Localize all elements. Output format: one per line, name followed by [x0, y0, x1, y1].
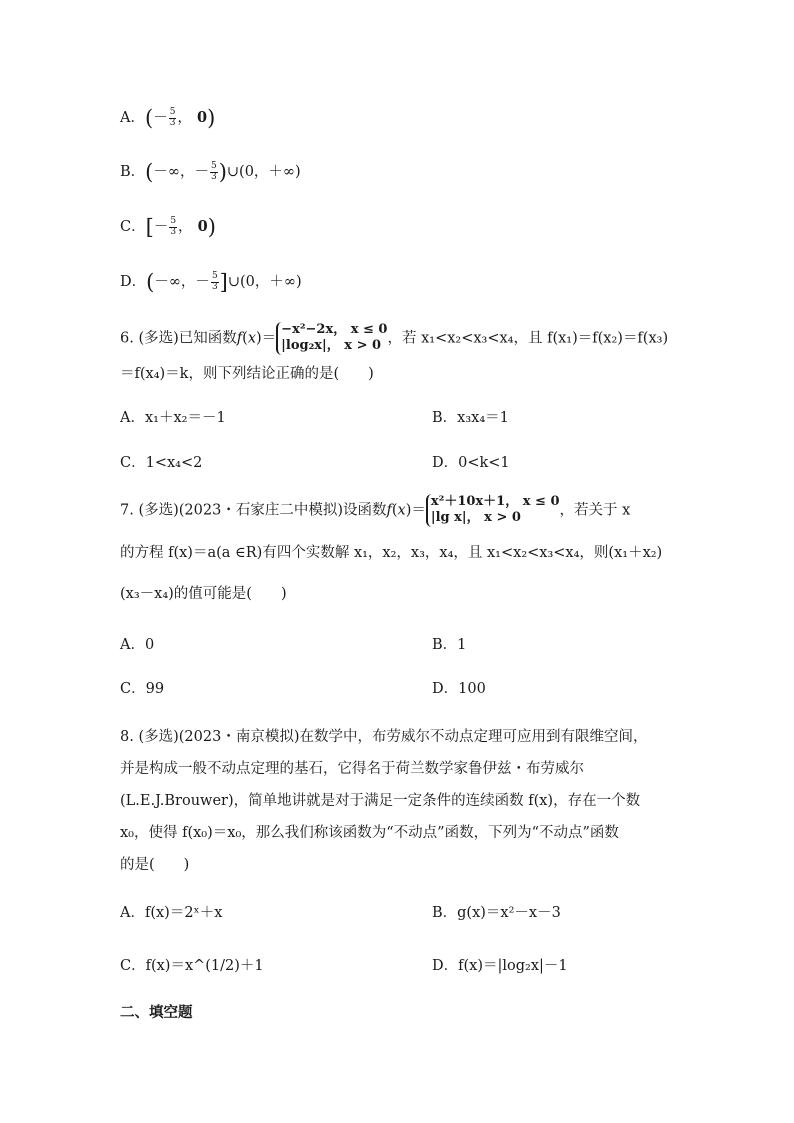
option-label: B．: [120, 164, 146, 180]
piece: |lg x|， x > 0: [430, 510, 521, 526]
piece: −x²−2x， x ≤ 0: [281, 322, 388, 337]
piece: |log₂x|， x > 0: [281, 338, 382, 354]
option-5b: B．(－∞，－ $\frac{5}{3}$ )∪(0，＋∞): [120, 160, 301, 184]
question-8-stem: [120, 721, 676, 881]
piece: x²＋10x＋1， x ≤ 0: [430, 494, 560, 509]
question-6-stem-cont: [120, 367, 374, 382]
question-text: x₀，使得 f(x₀)＝x₀，那么我们称该函数为“不动点”函数，下列为“不动点”函数: [120, 825, 619, 841]
question-text: 并是构成一般不动点定理的基石，它得名于荷兰数学家鲁伊兹・布劳威尔: [120, 761, 584, 777]
question-number: 6. (多选)已知函数: [120, 330, 237, 347]
question-text: 的是( ): [120, 857, 190, 873]
section-heading: 二、填空题: [120, 1004, 193, 1021]
question-6-stem: 6. (多选)已知函数f(x)＝−x²−2x， x ≤ 0 |log₂x|， x > 0 ，若 x₁<x₂<x₃<x₄，且 f(x₁)＝f(x₂)＝f(x₃): [120, 322, 669, 354]
option-label: D．: [120, 274, 147, 290]
piecewise-function: [276, 322, 387, 355]
option-5c: C．[－ $\frac{5}{3}$ ， 0): [120, 215, 216, 239]
option-6c: C．1<x₄<2: [120, 455, 203, 471]
piecewise-function: [426, 494, 560, 527]
question-7-stem: 7. (多选)(2023・石家庄二中模拟)设函数f(x)＝x²＋10x＋1， x ≤ 0 |lg x|， x > 0 ，若关于 x: [120, 494, 631, 526]
question-text: (L.E.J.Brouwer)，简单地讲就是对于满足一定条件的连续函数 f(x)，存在一个数: [120, 793, 641, 809]
option-label: A．: [120, 110, 145, 126]
option-8a: A．f(x)＝2ˣ＋x: [120, 905, 223, 921]
question-text: ＝f(x₄)＝k，则下列结论正确的是( ): [120, 366, 374, 382]
question-text: ，若 x₁<x₂<x₃<x₄，且 f(x₁)＝f(x₂)＝f(x₃): [387, 330, 669, 347]
option-7b: B．1: [432, 637, 467, 653]
option-8d: D．f(x)＝|log₂x|－1: [432, 958, 568, 974]
question-text: 8. (多选)(2023・南京模拟)在数学中，布劳威尔不动点定理可应用到有限维空间，: [120, 729, 648, 745]
option-7c: C．99: [120, 681, 165, 697]
question-number: 7. (多选)(2023・石家庄二中模拟)设函数: [120, 502, 387, 519]
option-6d: D．0<k<1: [432, 455, 510, 471]
option-6a: A．x₁＋x₂＝－1: [120, 410, 226, 426]
option-5d: D．(－∞，－ $\frac{5}{3}$ ]∪(0，＋∞): [120, 270, 302, 294]
option-8c: C．f(x)＝x^(1/2)＋1: [120, 958, 264, 974]
option-8b: B．g(x)＝x²－x－3: [432, 905, 561, 921]
option-label: C．: [120, 219, 146, 235]
option-7d: D．100: [432, 681, 486, 697]
question-text: ，若关于 x: [559, 502, 631, 519]
option-6b: B．x₃x₄＝1: [432, 410, 509, 426]
question-7-stem-cont2: (x₃－x₄)的值可能是( ): [120, 586, 287, 602]
question-7-stem-cont: 的方程 f(x)＝a(a ∈R)有四个实数解 x₁，x₂，x₃，x₄，且 x₁<x₂<x₃<x₄，则(x₁＋x₂): [120, 545, 663, 561]
option-5a: A．(－ $\frac{5}{3}$ ， 0): [120, 106, 216, 130]
option-7a: A．0: [120, 637, 155, 653]
